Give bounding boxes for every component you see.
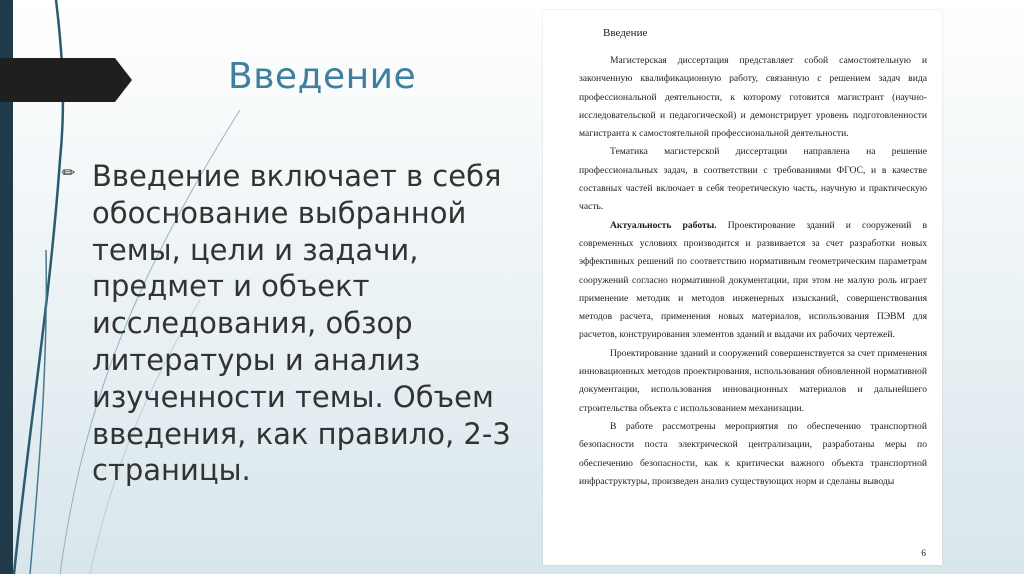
bullet-text: Введение включает в себя обоснование выбранной темы, цели и задачи, предмет и объект исследования, обзор литературы и анализ изученности темы. Объем введения, как правило, 2-3 страницы. — [92, 159, 511, 488]
bullet-list — [62, 158, 522, 489]
document-paragraph: Магистерская диссертация представляет собой самостоятельную и законченную квалификационную работу, связанную с решением задач вида профессиональной деятельности, к которому готовится магистрант (научно-исследовательской и педагогической) и демонстрирует уровень подготовленности магистранта к самостоятельной профессиональной деятельности. — [579, 55, 927, 140]
relevance-text: Проектирование зданий и сооружений в современных условиях производится и развивается за счет разработки новых эффективных решений по соответствию нормативным геометрическим параметрам сооружений согласно нормативной документации, при этом не малую роль играет применение методик и методов инженерных изысканий, совершенствования методов расчета, применения новых материалов, использования ПЭВМ для расчетов, конструирования элементов зданий и выдачи их рабочих чертежей. — [579, 219, 927, 341]
document-paragraph: Тематика магистерской диссертации направлена на решение профессиональных задач, в соответствии с требованиями ФГОС, и в качестве составных частей включает в себя теоретическую часть, научную и практическую часть. — [579, 146, 927, 213]
document-heading: Введение — [603, 27, 648, 39]
pencil-bullet-icon: ✏ — [62, 163, 76, 182]
title-arrow-tab — [0, 58, 132, 102]
document-paragraph: Проектирование зданий и сооружений совершенствуется за счет применения инновационных методов проектирования, использования обновленной нормативной документации, использования инновационных материалов и дальнейшего строительства объекта с использованием механизации. — [579, 347, 927, 414]
slide-title: Введение — [228, 56, 417, 97]
document-page-image — [543, 10, 942, 565]
relevance-label: Актуальность работы. — [610, 219, 717, 231]
document-body — [579, 52, 927, 491]
document-paragraph — [579, 217, 927, 345]
page-number: 6 — [921, 549, 926, 559]
document-paragraph: В работе рассмотрены мероприятия по обеспечению транспортной безопасности поста электрической централизации, разработаны меры по обеспечению безопасности, как к критически важного объекта транспортной инфраструктуры, произведен анализ существующих норм и сделаны выводы — [579, 420, 927, 487]
